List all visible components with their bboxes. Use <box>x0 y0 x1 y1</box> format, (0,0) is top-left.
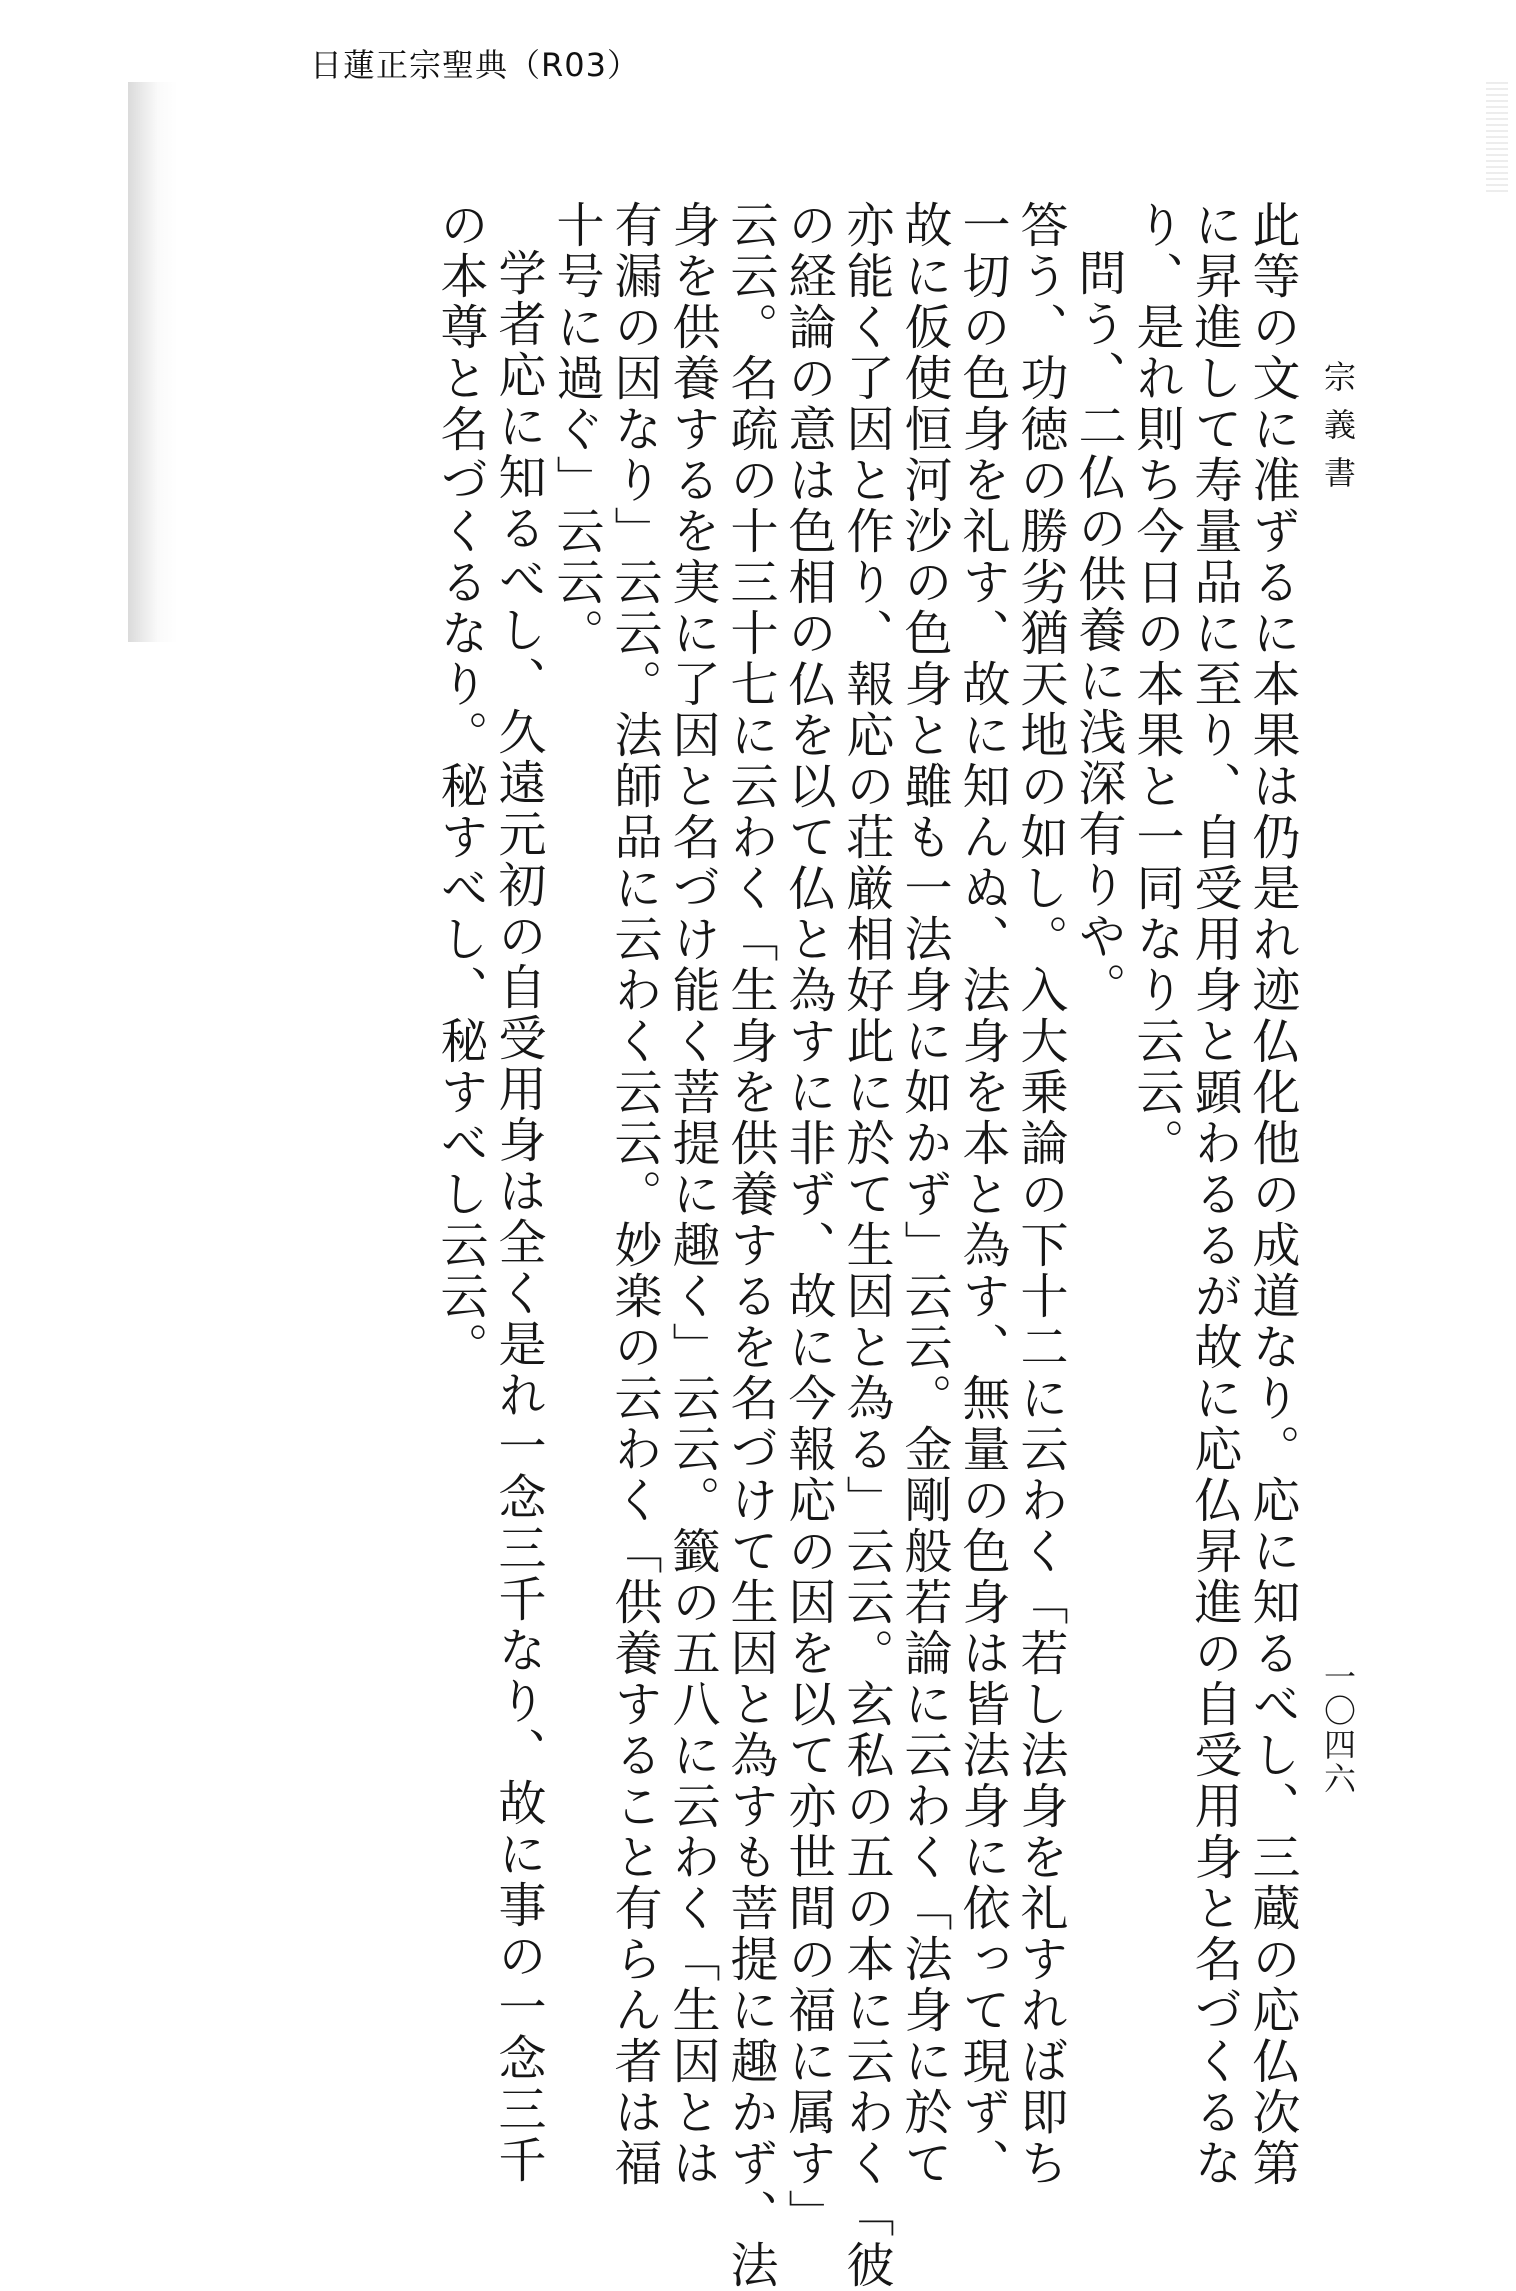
text-column: 一切の色身を礼す、故に知んぬ、法身を本と為す、無量の色身は皆法身に依って現ず、 <box>954 200 1010 2189</box>
text-column: 故に仮使恒河沙の色身と雖も一法身に如かず」云云。金剛般若論に云わく「法身に於て <box>896 200 952 2189</box>
running-head: 宗義書 <box>1319 360 1357 504</box>
text-column: 学者応に知るべし、久遠元初の自受用身は全く是れ一念三千なり、故に事の一念三千 <box>490 248 546 2186</box>
text-column: の経論の意は色相の仏を以て仏と為すに非ず、故に今報応の因を以て亦世間の福に属す」 <box>780 200 836 2240</box>
text-column: 答う、功徳の勝劣猶天地の如し。入大乗論の下十二に云わく「若し法身を礼すれば即ち <box>1012 200 1068 2189</box>
scan-shadow-right <box>1486 82 1508 192</box>
text-column: 此等の文に准ずるに本果は仍是れ迹仏化他の成道なり。応に知るべし、三蔵の応仏次第 <box>1244 200 1300 2189</box>
text-column: 身を供養するを実に了因と名づけ能く菩提に趣く」云云。籤の五八に云わく「生因とは <box>664 200 720 2189</box>
page-number: 一〇四六 <box>1319 1660 1357 1796</box>
text-column: に昇進して寿量品に至り、自受用身と顕わるるが故に応仏昇進の自受用身と名づくるな <box>1186 200 1242 2189</box>
text-column: 云云。名疏の十三十七に云わく「生身を供養するを名づけて生因と為すも菩提に趣かず、法 <box>722 200 778 2291</box>
text-column: 十号に過ぐ」云云。 <box>548 200 604 659</box>
vertical-text-block <box>431 200 1301 2291</box>
text-column: 亦能く了因と作り、報応の荘厳相好此に於て生因と為る」云云。玄私の五の本に云わく「彼 <box>838 200 894 2291</box>
text-column: の本尊と名づくるなり。秘すべし、秘すべし云云。 <box>432 200 488 1373</box>
text-column: 問う、二仏の供養に浅深有りや。 <box>1070 248 1126 1013</box>
document-stamp: 日蓮正宗聖典（R03） <box>310 46 640 84</box>
scan-shadow-left <box>128 82 178 642</box>
text-column: り、是れ則ち今日の本果と一同なり云云。 <box>1128 200 1184 1169</box>
text-column: 有漏の因なり」云云。法師品に云わく云云。妙楽の云わく「供養すること有らん者は福 <box>606 200 662 2189</box>
